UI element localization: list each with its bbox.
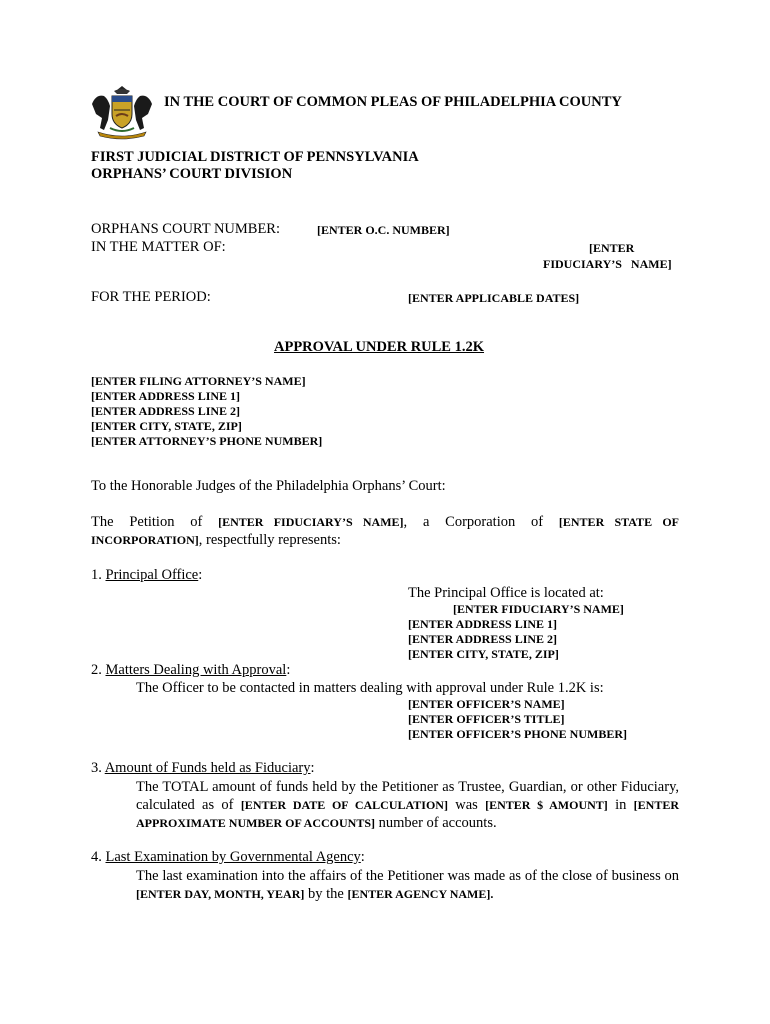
section-4-text-2: by the (304, 886, 348, 902)
section-4-heading (91, 849, 365, 866)
section-3-colon: : (310, 760, 315, 776)
officer-phone: [ENTER OFFICER’S PHONE NUMBER] (408, 727, 628, 741)
petition-text-2: , a Corporation of (403, 514, 559, 530)
attorney-phone: [ENTER ATTORNEY’S PHONE NUMBER] (91, 434, 323, 448)
section-3-heading (91, 760, 315, 777)
section-1-title: Principal Office (105, 567, 199, 583)
period-value: [ENTER APPLICABLE DATES] (408, 291, 580, 305)
section-2-number: 2. (91, 662, 106, 678)
attorney-block (91, 374, 322, 449)
section-3-text-3: in (607, 797, 634, 813)
matter-value-line1: [ENTER (589, 241, 635, 255)
petition-fiduciary-placeholder: [ENTER FIDUCIARY’S NAME] (218, 515, 404, 529)
section-3-text-1: The TOTAL amount of funds held by the Petitioner as Trustee, Guardian, or other Fiduciary, calculated as of (136, 779, 679, 813)
officer-title: [ENTER OFFICER’S TITLE] (408, 712, 565, 726)
attorney-city-state-zip: [ENTER CITY, STATE, ZIP] (91, 419, 242, 433)
officer-intro: The Officer to be contacted in matters dealing with approval under Rule 1.2K is: (136, 680, 604, 696)
district-line: FIRST JUDICIAL DISTRICT OF PENNSYLVANIA (91, 149, 419, 165)
principal-office-city-state-zip: [ENTER CITY, STATE, ZIP] (408, 647, 559, 661)
court-title: IN THE COURT OF COMMON PLEAS OF PHILADELPHIA COUNTY (164, 94, 622, 110)
section-2-colon: : (286, 662, 291, 678)
petition-text-3: , respectfully represents: (198, 532, 341, 548)
matter-value-line2: FIDUCIARY’S NAME] (543, 257, 672, 271)
section-1-heading (91, 567, 202, 584)
matter-label: IN THE MATTER OF: (91, 239, 226, 255)
principal-office-address-1: [ENTER ADDRESS LINE 1] (408, 617, 558, 631)
oc-number-value: [ENTER O.C. NUMBER] (317, 223, 450, 237)
attorney-address-2: [ENTER ADDRESS LINE 2] (91, 404, 241, 418)
document-title: APPROVAL UNDER RULE 1.2K (274, 339, 485, 355)
principal-office-intro: The Principal Office is located at: (408, 585, 604, 601)
officer-name: [ENTER OFFICER’S NAME] (408, 697, 565, 711)
division-line: ORPHANS’ COURT DIVISION (91, 166, 293, 182)
petition-text-1: The Petition of (91, 514, 219, 530)
pennsylvania-seal-icon (88, 84, 156, 140)
section-3-text-2: was (447, 797, 486, 813)
salutation: To the Honorable Judges of the Philadelphia Orphans’ Court: (91, 478, 446, 494)
section-1-colon: : (198, 567, 203, 583)
section-4-paragraph (136, 867, 679, 903)
principal-office-name: [ENTER FIDUCIARY’S NAME] (453, 602, 624, 616)
section-4-text-1: The last examination into the affairs of the Petitioner was made as of the close of business on (136, 868, 679, 884)
section-3-title: Amount of Funds held as Fiduciary (104, 760, 311, 776)
period-label: FOR THE PERIOD: (91, 289, 211, 305)
accounts-placeholder: [ENTER APPROXIMATE NUMBER OF ACCOUNTS] (136, 798, 680, 830)
petition-state-placeholder: [ENTER STATE OF INCORPORATION] (91, 515, 679, 547)
petition-paragraph (91, 513, 679, 549)
attorney-address-1: [ENTER ADDRESS LINE 1] (91, 389, 241, 403)
attorney-name: [ENTER FILING ATTORNEY’S NAME] (91, 374, 306, 388)
oc-number-label: ORPHANS COURT NUMBER: (91, 221, 281, 237)
calculation-date-placeholder: [ENTER DATE OF CALCULATION] (240, 798, 448, 812)
section-2-title: Matters Dealing with Approval (105, 662, 287, 678)
section-3-text-4: number of accounts. (375, 815, 497, 831)
section-2-heading (91, 662, 290, 679)
examination-date-placeholder: [ENTER DAY, MONTH, YEAR] (136, 887, 305, 901)
section-4-title: Last Examination by Governmental Agency (105, 849, 361, 865)
principal-office-address-2: [ENTER ADDRESS LINE 2] (408, 632, 558, 646)
section-4-number: 4. (91, 849, 106, 865)
section-1-number: 1. (91, 567, 106, 583)
agency-name-placeholder: [ENTER AGENCY NAME]. (347, 887, 494, 901)
section-3-paragraph (136, 778, 679, 832)
amount-placeholder: [ENTER $ AMOUNT] (485, 798, 608, 812)
section-4-colon: : (360, 849, 365, 865)
section-3-number: 3. (91, 760, 105, 776)
